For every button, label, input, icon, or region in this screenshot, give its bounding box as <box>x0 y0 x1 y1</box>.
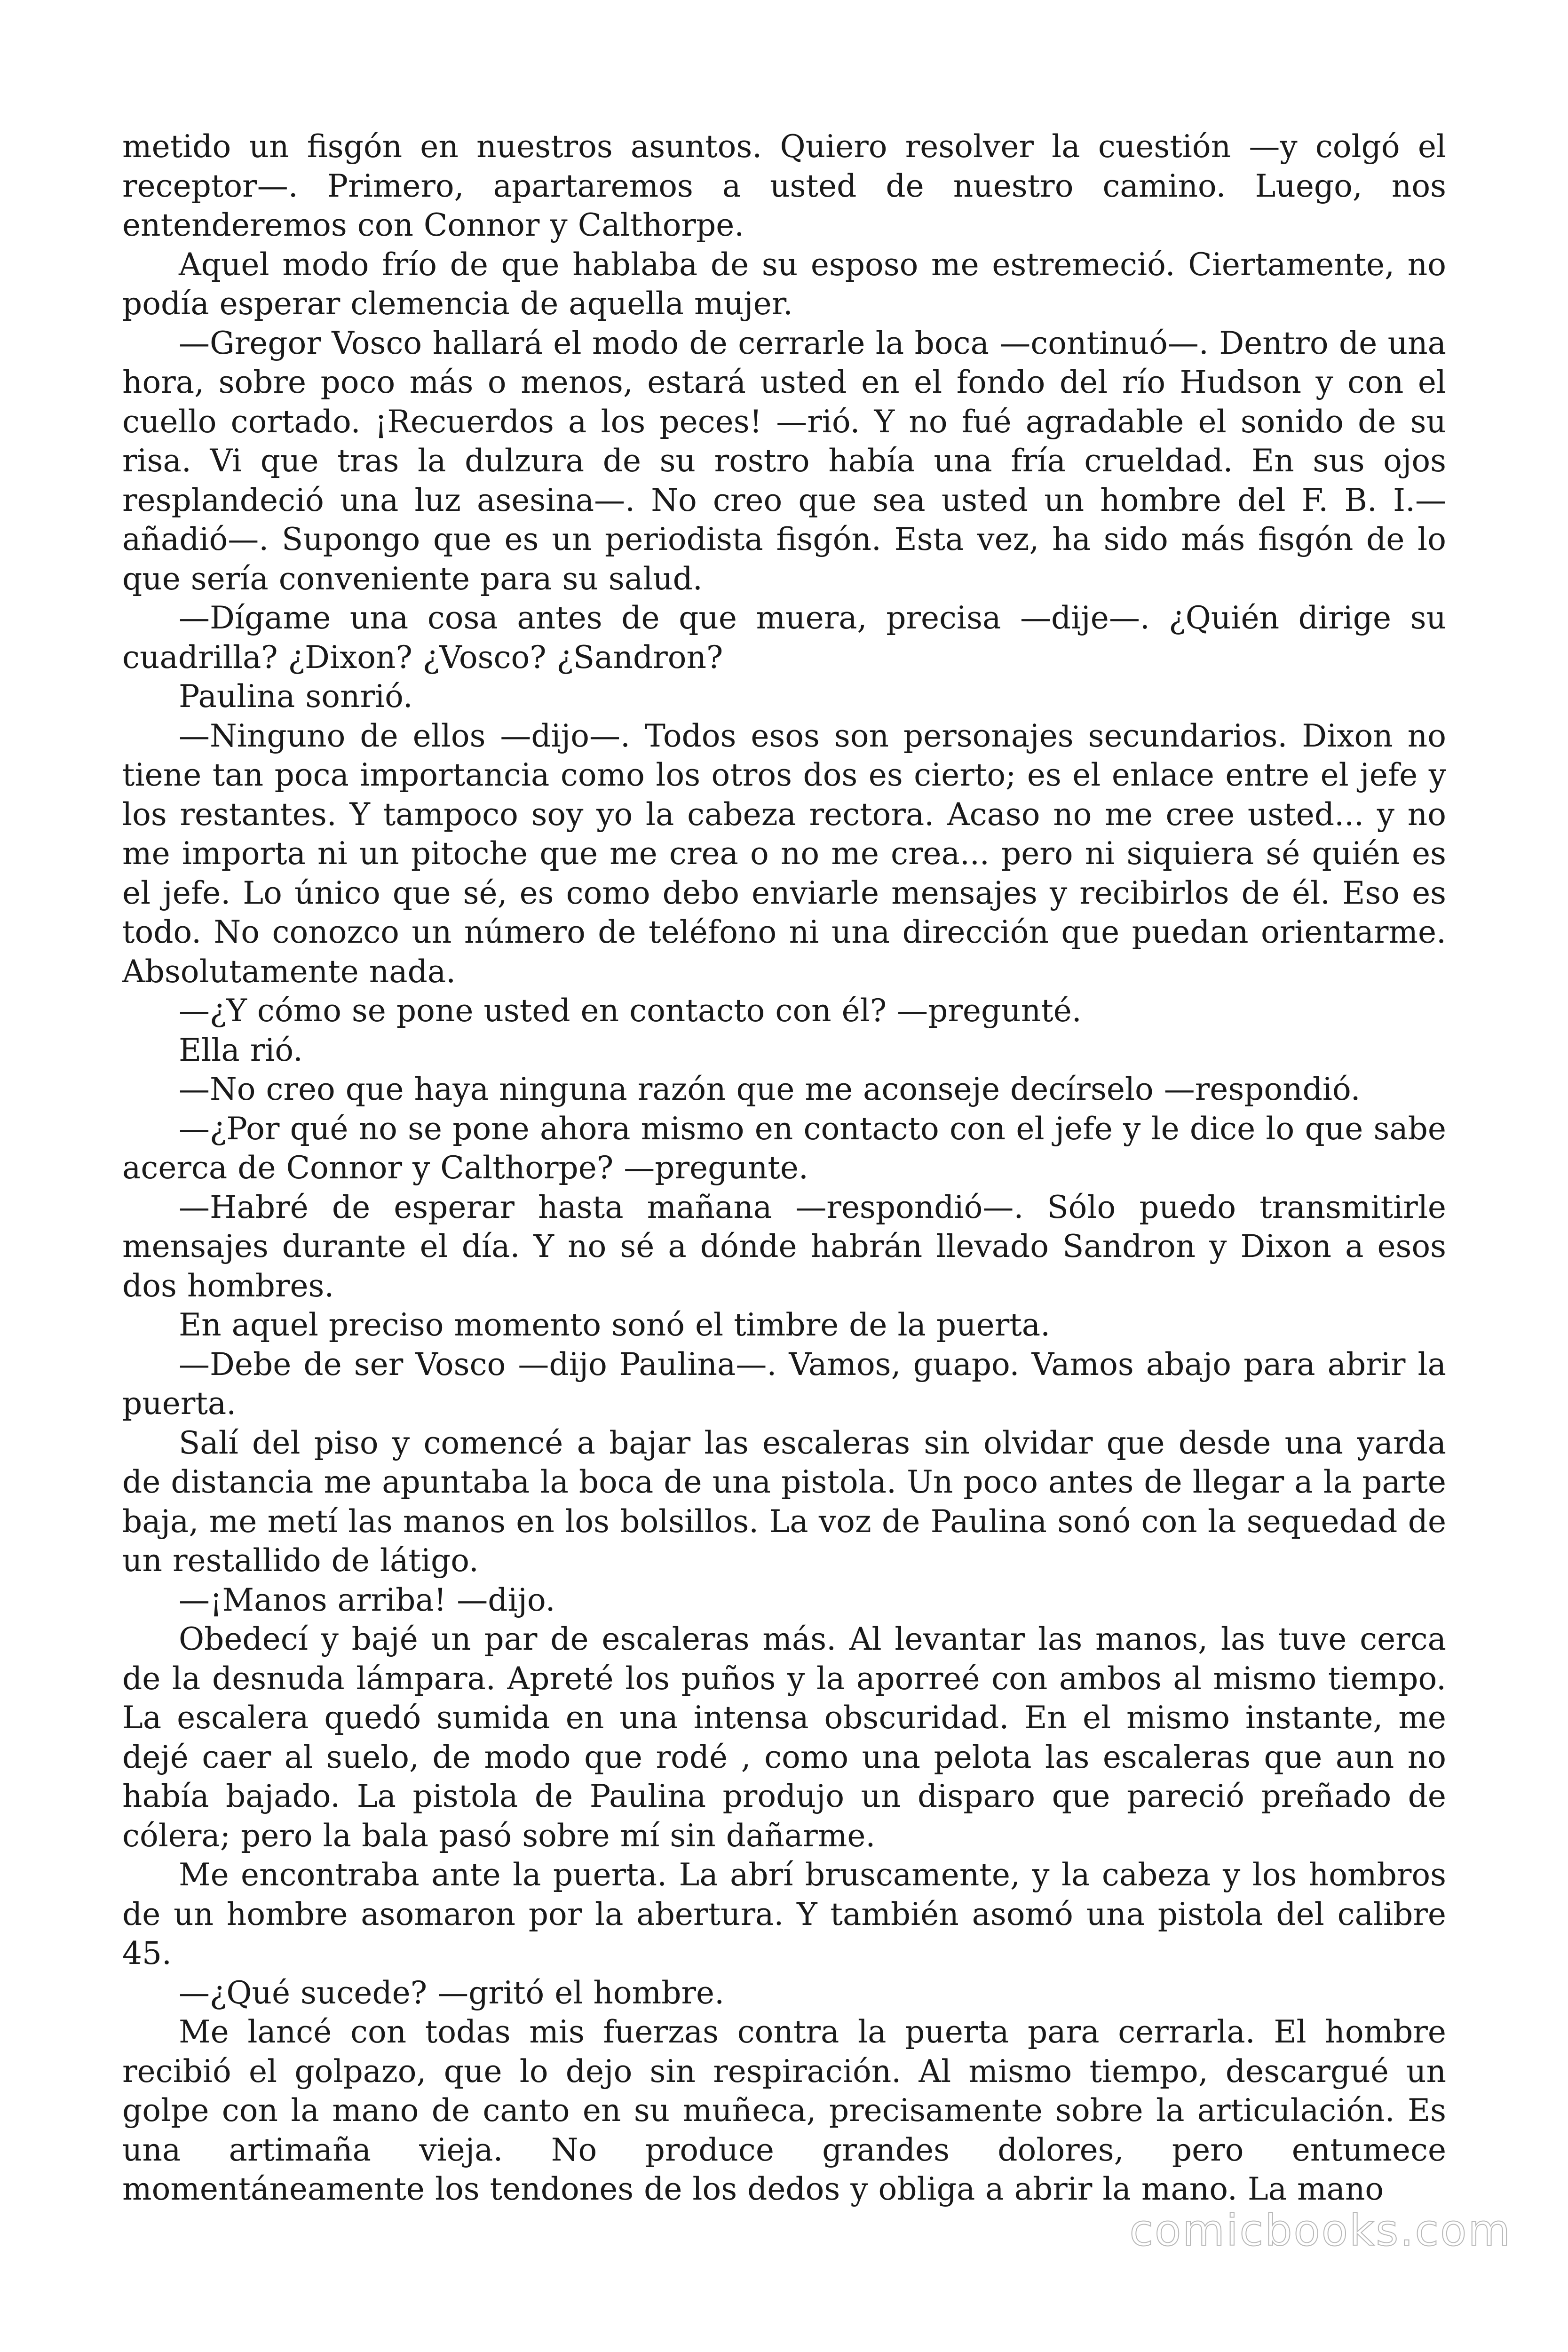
paragraph-10: —¿Por qué no se pone ahora mismo en contacto con el jefe y le dice lo que sabe acerca de Connor y Calthorpe? —pregunte. <box>122 1110 1446 1186</box>
paragraph-13: —Debe de ser Vosco —dijo Paulina—. Vamos, guapo. Vamos abajo para abrir la puerta. <box>122 1346 1446 1422</box>
paragraph-8: Ella rió. <box>179 1032 303 1068</box>
paragraph-6: —Ninguno de ellos —dijo—. Todos esos son personajes secundarios. Dixon no tiene tan poca importancia como los otros dos es cierto; es el enlace entre el jefe y los restantes. Y tampoco soy yo la cabeza rectora. Acaso no me cree usted... y no me importa ni un pitoche que me crea o no me crea... pero ni siquiera sé quién es el jefe. Lo único que sé, es como debo enviarle mensajes y recibirlos de él. Eso es todo. No conozco un número de teléfono ni una dirección que puedan orientarme. Absolutamente nada. <box>122 717 1446 990</box>
paragraph-15: —¡Manos arriba! —dijo. <box>179 1581 555 1618</box>
paragraph-4: —Dígame una cosa antes de que muera, precisa —dije—. ¿Quién dirige su cuadrilla? ¿Dixon? ¿Vosco? ¿Sandron? <box>122 600 1446 675</box>
paragraph-12: En aquel preciso momento sonó el timbre de la puerta. <box>179 1307 1051 1343</box>
paragraph-2: Aquel modo frío de que hablaba de su esposo me estremeció. Ciertamente, no podía esperar clemencia de aquella mujer. <box>122 246 1446 322</box>
watermark: comicbooks.com <box>1129 2205 1512 2256</box>
paragraph-7: —¿Y cómo se pone usted en contacto con él? —pregunté. <box>179 993 1082 1029</box>
paragraph-3: —Gregor Vosco hallará el modo de cerrarle la boca —continuó—. Dentro de una hora, sobre poco más o menos, estará usted en el fondo del río Hudson y con el cuello cortado. ¡Recuerdos a los peces! —rió. Y no fué agradable el sonido de su risa. Vi que tras la dulzura de su rostro había una fría crueldad. En sus ojos resplandeció una luz asesina—. No creo que sea usted un hombre del F. B. I.—añadió—. Supongo que es un periodista fisgón. Esta vez, ha sido más fisgón de lo que sería conveniente para su salud. <box>122 325 1446 597</box>
paragraph-9: —No creo que haya ninguna razón que me aconseje decírselo —respondió. <box>179 1071 1361 1107</box>
paragraph-16: Obedecí y bajé un par de escaleras más. Al levantar las manos, las tuve cerca de la desnuda lámpara. Apreté los puños y la aporreé con ambos al mismo tiempo. La escalera quedó sumida en una intensa obscuridad. En el mismo instante, me dejé caer al suelo, de modo que rodé , como una pelota las escaleras que aun no había bajado. La pistola de Paulina produjo un disparo que pareció preñado de cólera; pero la bala pasó sobre mí sin dañarme. <box>122 1621 1446 1854</box>
paragraph-18: —¿Qué sucede? —gritó el hombre. <box>179 1974 725 2011</box>
paragraph-17: Me encontraba ante la puerta. La abrí bruscamente, y la cabeza y los hombros de un hombre asomaron por la abertura. Y también asomó una pistola del calibre 45. <box>122 1857 1446 1971</box>
paragraph-19: Me lancé con todas mis fuerzas contra la puerta para cerrarla. El hombre recibió el golpazo, que lo dejo sin respiración. Al mismo tiempo, descargué un golpe con la mano de canto en su muñeca, precisamente sobre la articulación. Es una artimaña vieja. No produce grandes dolores, pero entumece momentáneamente los tendones de los dedos y obliga a abrir la mano. La mano <box>122 2014 1446 2207</box>
paragraph-14: Salí del piso y comencé a bajar las escaleras sin olvidar que desde una yarda de distancia me apuntaba la boca de una pistola. Un poco antes de llegar a la parte baja, me metí las manos en los bolsillos. La voz de Paulina sonó con la sequedad de un restallido de látigo. <box>122 1424 1446 1579</box>
page-body <box>122 127 1446 2209</box>
paragraph-11: —Habré de esperar hasta mañana —respondió—. Sólo puedo transmitirle mensajes durante el día. Y no sé a dónde habrán llevado Sandron y Dixon a esos dos hombres. <box>122 1189 1446 1304</box>
paragraph-5: Paulina sonrió. <box>179 678 413 715</box>
paragraph-1: metido un fisgón en nuestros asuntos. Quiero resolver la cuestión —y colgó el receptor—. Primero, apartaremos a usted de nuestro camino. Luego, nos entenderemos con Connor y Calthorpe. <box>122 128 1446 243</box>
